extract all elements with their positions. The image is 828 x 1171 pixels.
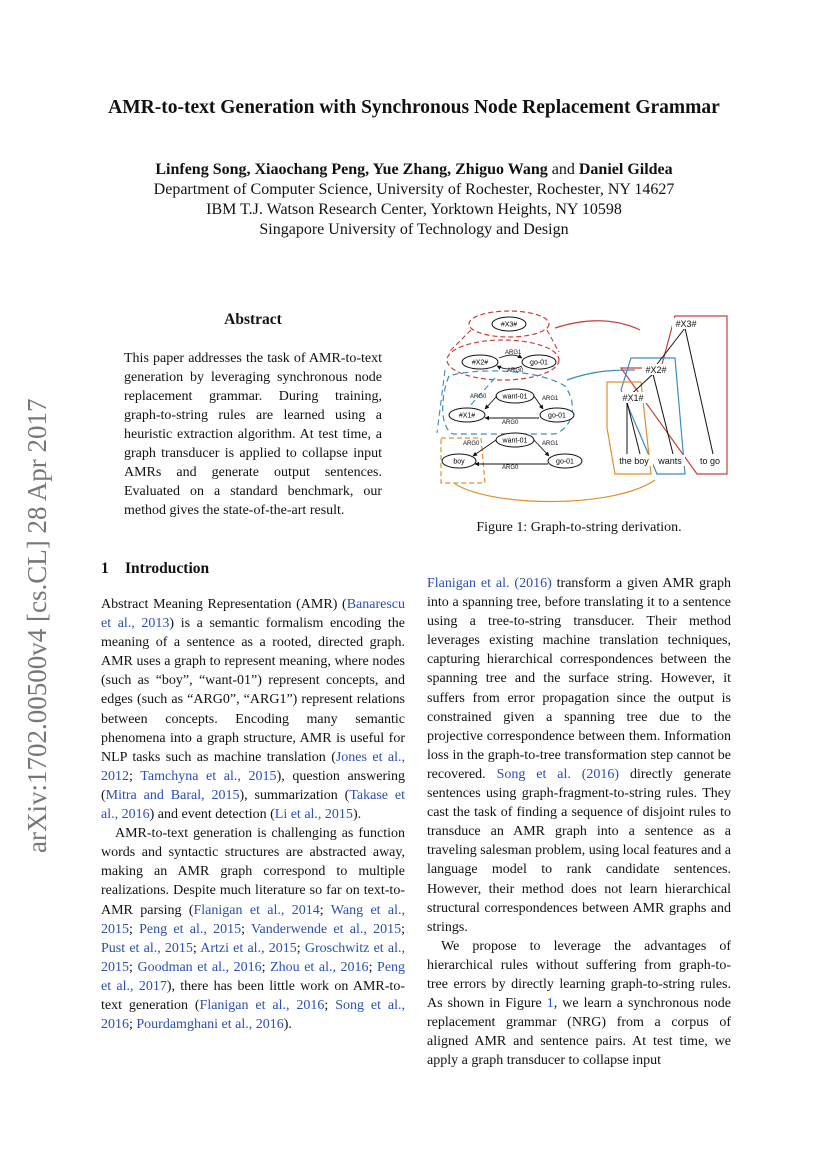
- tree-leaf-to-go: to go: [699, 456, 721, 466]
- edge-label-arg0-mid: ARG0: [470, 394, 487, 400]
- author-last: Daniel Gildea: [578, 161, 673, 178]
- edge-label-arg1-bottom: ARG1: [542, 441, 559, 447]
- paragraph-text: ;: [129, 768, 141, 784]
- paragraph-text: ;: [192, 940, 201, 956]
- section-heading: [101, 560, 209, 578]
- affiliation-rochester: Department of Computer Science, University of Rochester, Rochester, NY 14627: [153, 181, 675, 198]
- arxiv-identifier-stamp: [14, 365, 58, 855]
- svg-text:go-01: go-01: [556, 458, 574, 466]
- paragraph-text: ;: [368, 959, 378, 975]
- node-want01-bottom: [496, 433, 534, 447]
- node-go01-bottom: [548, 454, 582, 468]
- paragraph-text: ).: [352, 807, 362, 823]
- paragraph-text: ;: [296, 940, 305, 956]
- citation-link[interactable]: Flanigan et al., 2014: [193, 902, 320, 918]
- author-conjunction: and: [551, 161, 575, 178]
- tree-leaf-the-boy: the boy: [619, 456, 649, 466]
- paragraph-text: ), summarization (: [239, 787, 350, 803]
- citation-link[interactable]: Pust et al., 2015: [101, 940, 193, 956]
- citation-link[interactable]: Takase et al., 2016: [101, 787, 405, 823]
- svg-text:#X3#: #X3#: [500, 321, 518, 329]
- paragraph-text: ;: [324, 997, 336, 1013]
- citation-link[interactable]: Mitra and Baral, 2015: [105, 787, 240, 803]
- citation-link[interactable]: Vanderwende et al., 2015: [250, 921, 402, 937]
- citation-link[interactable]: Song et al., 2016: [101, 997, 406, 1033]
- tree-node-x2: #X2#: [645, 365, 667, 375]
- citation-link[interactable]: Artzi et al., 2015: [200, 940, 297, 956]
- citation-link[interactable]: Li et al., 2015: [274, 807, 353, 823]
- edge-label-arg1-top: ARG1: [505, 350, 522, 356]
- node-x1: [449, 408, 485, 422]
- paragraph-text: ), question answering (: [101, 768, 406, 803]
- paragraph-text: ;: [401, 921, 406, 937]
- citation-link[interactable]: Zhou et al., 2016: [270, 959, 369, 975]
- arxiv-id-text: arXiv:1702.00500v4 [cs.CL] 28 Apr 2017: [22, 398, 52, 853]
- paragraph-text: ;: [129, 959, 138, 975]
- abstract-text: This paper addresses the task of AMR-to-text generation by leveraging synchronous node replacement grammar. During training, graph-to-string rules are learned using a heuristic extraction algorithm. At test time, a graph transducer is applied to collapse input AMRs and generate output sentences. Evaluated on a standard benchmark, our method gives the state-of-the-art result.: [124, 351, 382, 518]
- svg-text:go-01: go-01: [548, 412, 566, 420]
- paragraph-text: ).: [283, 1017, 292, 1033]
- tree-node-x3: #X3#: [675, 319, 697, 329]
- right-column: [427, 574, 731, 1070]
- paragraph-text: ;: [241, 921, 251, 937]
- paragraph-text: AMR-to-text generation is challenging as function words and syntactic structures are abstracted away, making an AMR graph correspond to multiple realizations. Despite much literature so far on text-to-AMR parsing (: [101, 826, 405, 918]
- paragraph-text: transform a given AMR graph into a spanning tree, before translating it to a sentence using a tree-to-string transducer. Their method leverages existing machine translation techniques, capturing hierarchical correspondences between the spanning tree and the surface string. However, it suffers from error propagation since the output is constrained given a spanning tree due to the projective correspondence between them. Information loss in the graph-to-tree transformation step cannot be recovered.: [427, 576, 731, 782]
- svg-text:go-01: go-01: [530, 359, 548, 367]
- figure-graph-to-string-derivation: [435, 308, 735, 508]
- node-want01-mid: [496, 389, 534, 403]
- paragraph-text: ) is a semantic formalism encoding the meaning of a sentence as a rooted, directed graph. AMR uses a graph to represent meaning, where nodes (such as “boy”, “want-01”) represent concepts, and edges (such as “ARG0”, “ARG1”) represent relations between concepts. Encoding many semantic phenomena into a graph structure, AMR is useful for NLP tasks such as machine translation (: [101, 616, 405, 765]
- affiliation-ibm: IBM T.J. Watson Research Center, Yorktown Heights, NY 10598: [206, 201, 622, 218]
- section-number: 1: [101, 560, 109, 577]
- svg-text:boy: boy: [453, 458, 465, 466]
- intro-paragraph-3: [427, 574, 731, 937]
- citation-link[interactable]: 1: [546, 996, 554, 1012]
- paper-title: AMR-to-text Generation with Synchronous Node Replacement Grammar: [108, 97, 720, 118]
- citation-link[interactable]: Song et al. (2016): [496, 766, 620, 782]
- svg-text:want-01: want-01: [502, 393, 528, 401]
- node-boy: [442, 454, 476, 468]
- citation-link[interactable]: Wang et al., 2015: [101, 902, 406, 937]
- citation-link[interactable]: Peng et al., 2015: [139, 921, 242, 937]
- citation-link[interactable]: Groschwitz et al., 2015: [101, 940, 405, 975]
- citation-link[interactable]: Pourdamghani et al., 2016: [136, 1017, 284, 1033]
- paragraph-text: directly generate sentences using graph-fragment-to-string rules. They cast the task of finding a sequence of disjoint rules to transduce an AMR graph into a sentence as a traveling salesman problem, using local features and a language model to rank candidate sentences. However, their method does not learn hierarchical structural correspondences between AMR graphs and strings.: [427, 766, 732, 935]
- tree-node-x1: #X1#: [622, 393, 644, 403]
- citation-link[interactable]: Goodman et al., 2016: [137, 959, 262, 975]
- edge-label-arg1-mid: ARG1: [542, 396, 559, 402]
- author-names: Linfeng Song, Xiaochang Peng, Yue Zhang, Zhiguo Wang: [155, 161, 548, 178]
- citation-link[interactable]: Jones et al., 2012: [101, 749, 405, 784]
- citation-link[interactable]: Flanigan et al. (2016): [427, 576, 552, 591]
- paragraph-text: ;: [261, 959, 271, 975]
- paragraph-text: We propose to leverage the advantages of hierarchical rules without suffering from graph-to-tree errors by directly learning graph-to-string rules. As shown in Figure: [427, 938, 731, 1012]
- paragraph-text: , we learn a synchronous node replacement grammar (NRG) from a corpus of aligned AMR and sentence pairs. At test time, we apply a graph transducer to collapse input: [427, 996, 731, 1069]
- edge-label-arg0-top: ARG0: [507, 368, 524, 374]
- arc-orange: [455, 480, 655, 502]
- paragraph-text: Abstract Meaning Representation (AMR) (: [101, 597, 347, 612]
- tree-leaf-wants: wants: [658, 456, 682, 466]
- paragraph-text: ;: [129, 1017, 137, 1033]
- node-x3: [492, 317, 526, 331]
- node-go01-mid: [540, 408, 574, 422]
- paragraph-text: ;: [129, 921, 140, 937]
- section-title: Introduction: [125, 560, 210, 577]
- abstract-heading: Abstract: [224, 311, 282, 328]
- author-list: [0, 160, 828, 180]
- intro-paragraph-1: [101, 595, 405, 824]
- affiliation-sutd: Singapore University of Technology and Design: [259, 221, 569, 238]
- arc-red: [555, 321, 640, 330]
- node-x2: [462, 355, 498, 369]
- edge-label-arg0-bottom: ARG0: [463, 441, 480, 447]
- paragraph-text: ;: [319, 902, 331, 918]
- intro-paragraph-4: [427, 937, 731, 1071]
- citation-link[interactable]: Peng et al., 2017: [101, 959, 406, 994]
- node-go01-top: [522, 355, 556, 369]
- edge-label-arg0-mid2: ARG0: [502, 420, 519, 426]
- citation-link[interactable]: Banarescu et al., 2013: [101, 597, 405, 632]
- svg-text:#X2#: #X2#: [471, 359, 489, 367]
- citation-link[interactable]: Flanigan et al., 2016: [199, 997, 325, 1013]
- citation-link[interactable]: Tamchyna et al., 2015: [140, 768, 277, 784]
- svg-text:#X1#: #X1#: [458, 412, 476, 420]
- figure-caption: Figure 1: Graph-to-string derivation.: [476, 520, 682, 535]
- edge-label-arg0-bottom2: ARG0: [502, 465, 519, 471]
- paragraph-text: ) and event detection (: [149, 807, 275, 823]
- paragraph-text: ), there has been little work on AMR-to-text generation (: [101, 978, 405, 1013]
- intro-paragraph-2: [101, 824, 405, 1034]
- svg-text:want-01: want-01: [502, 437, 528, 445]
- left-column: [101, 595, 405, 1034]
